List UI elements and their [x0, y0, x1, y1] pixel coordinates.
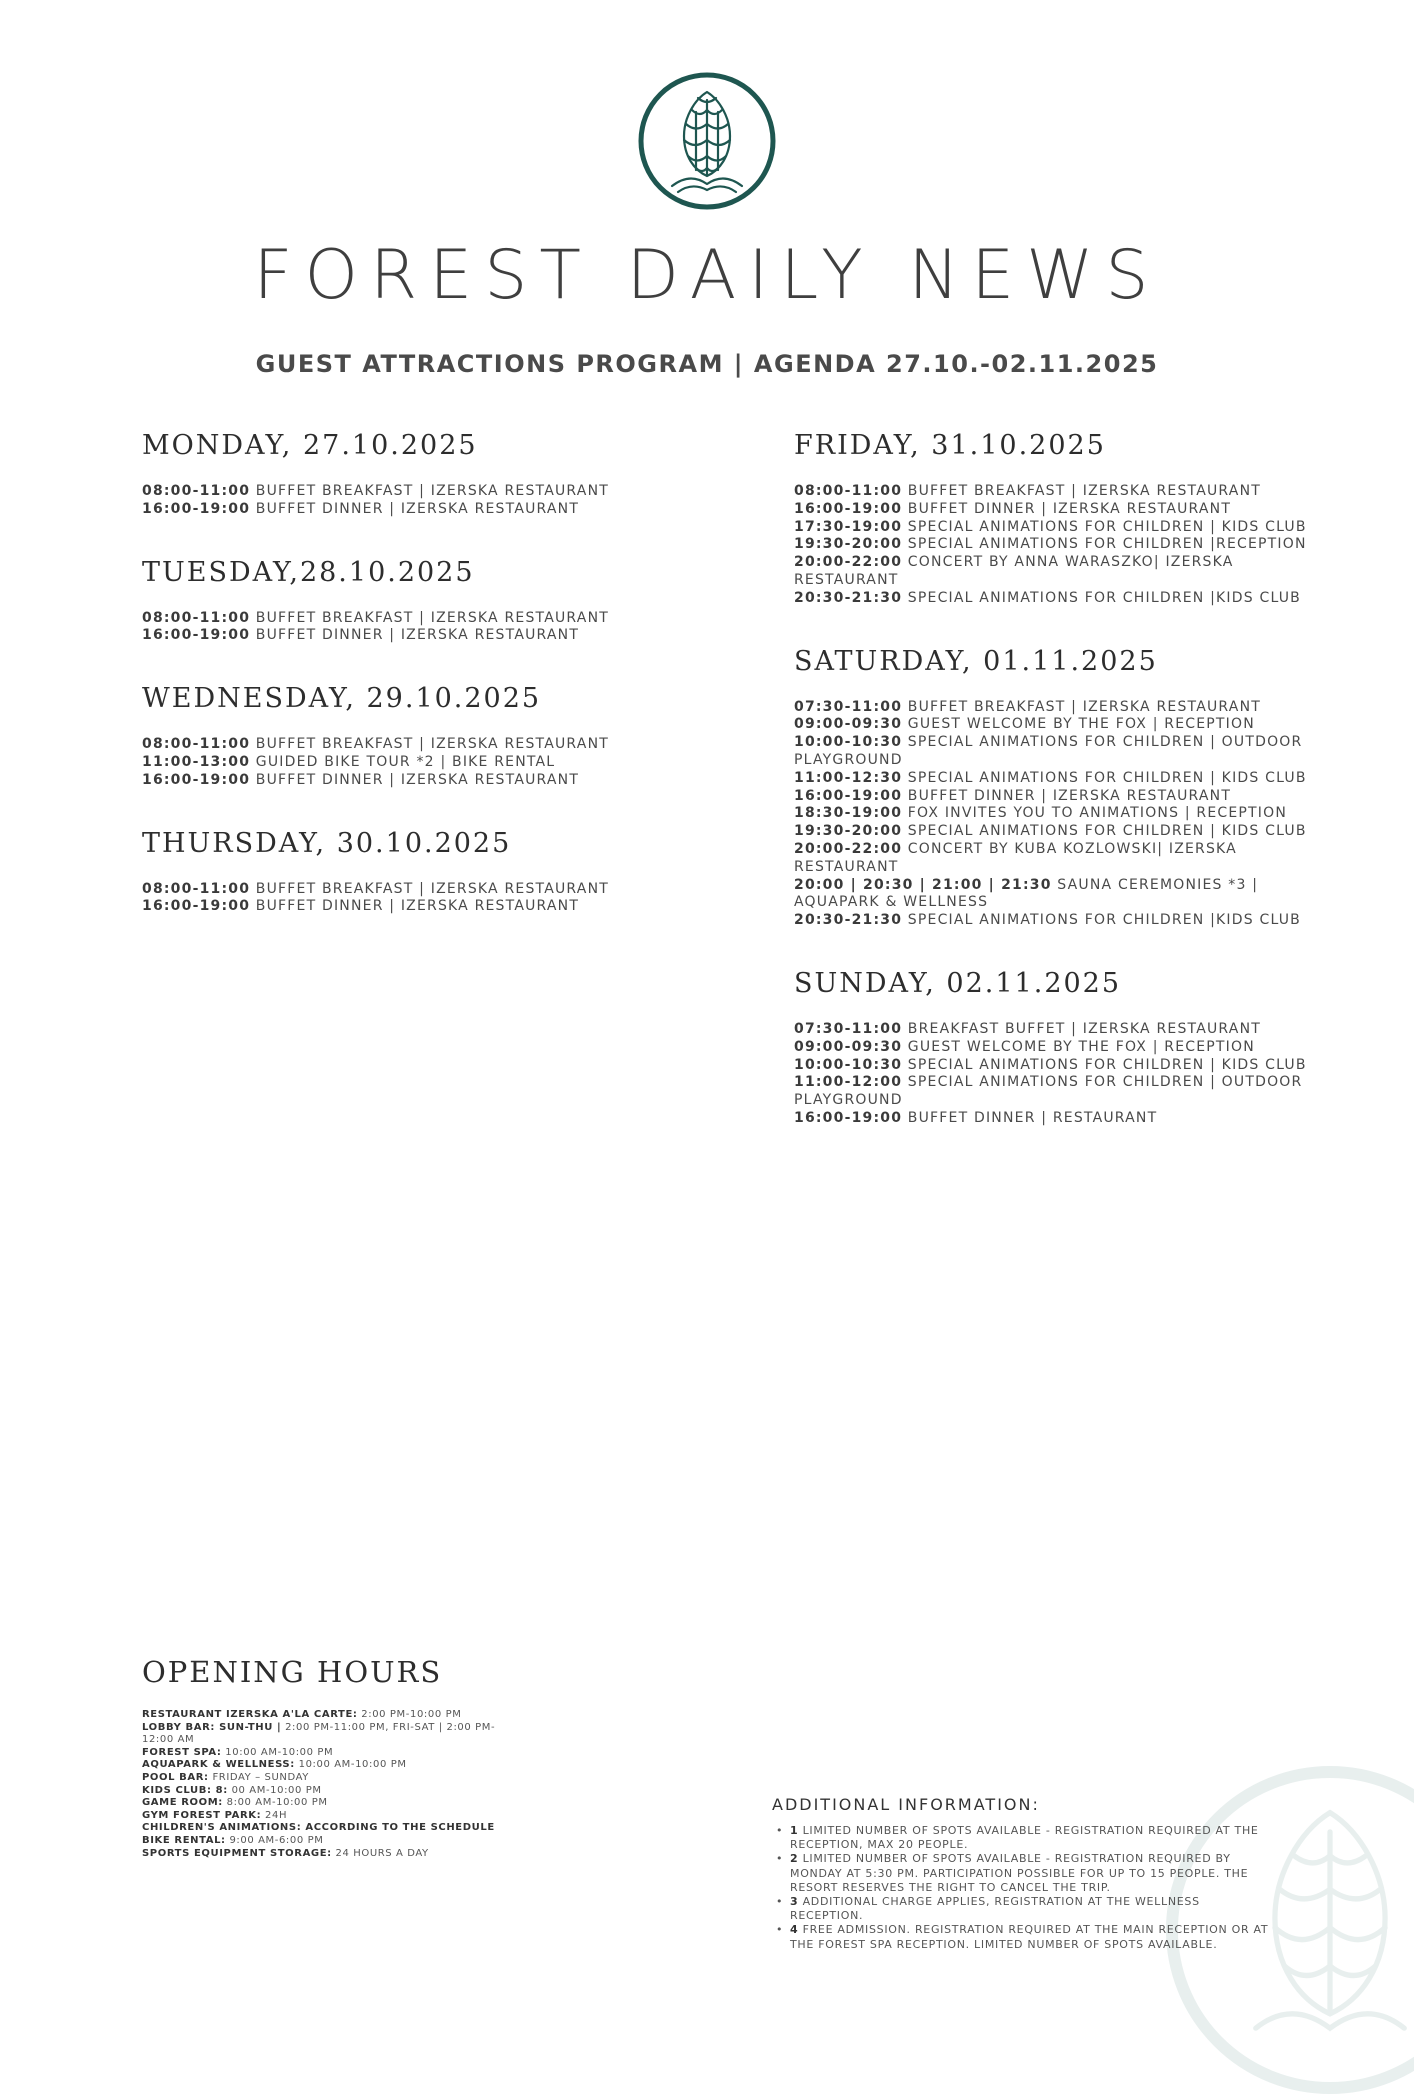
opening-hours-label: FOREST SPA: [142, 1746, 222, 1758]
page-subtitle: GUEST ATTRACTIONS PROGRAM | AGENDA 27.10.-02.11.2025 [255, 350, 1159, 378]
opening-hours-label: CHILDREN'S ANIMATIONS: ACCORDING TO THE SCHEDULE [142, 1822, 495, 1834]
event-time: 08:00-11:00 [142, 736, 251, 753]
event-time: 16:00-19:00 [142, 771, 251, 788]
event-time: 11:00-12:30 [794, 769, 903, 786]
footnote-text: ADDITIONAL CHARGE APPLIES, REGISTRATION AT THE WELLNESS RECEPTION. [790, 1895, 1200, 1923]
opening-hours-value: 10:00 AM-10:00 PM [225, 1746, 334, 1758]
footnote-number: 3 [790, 1895, 799, 1909]
event-time: 16:00-19:00 [794, 787, 903, 804]
event-item [794, 1021, 1314, 1039]
event-description: BUFFET DINNER | IZERSKA RESTAURANT [255, 500, 580, 517]
event-item [794, 912, 1314, 930]
event-description: SPECIAL ANIMATIONS FOR CHILDREN | KIDS CLUB [907, 823, 1307, 840]
event-list [142, 610, 612, 646]
event-item [142, 610, 612, 628]
schedule-column-left [142, 430, 612, 954]
opening-hours-item [142, 1772, 502, 1785]
day-section [794, 430, 1314, 608]
event-item [142, 754, 612, 772]
event-description: SPECIAL ANIMATIONS FOR CHILDREN |RECEPTION [907, 536, 1307, 553]
event-time: 10:00-10:30 [794, 734, 903, 751]
event-list [142, 881, 612, 917]
event-item [794, 770, 1314, 788]
event-description: BUFFET DINNER | IZERSKA RESTAURANT [907, 787, 1232, 804]
event-description: BUFFET BREAKFAST | IZERSKA RESTAURANT [255, 609, 609, 626]
event-list [794, 699, 1314, 930]
opening-hours-value: 2:00 PM-10:00 PM [361, 1709, 462, 1720]
event-time: 16:00-19:00 [142, 627, 251, 644]
day-section [794, 646, 1314, 930]
day-heading: MONDAY, 27.10.2025 [142, 430, 478, 461]
opening-hours-value: 24 HOURS A DAY [335, 1847, 429, 1859]
event-item [794, 841, 1314, 877]
day-section [794, 968, 1314, 1128]
opening-hours-label: SPORTS EQUIPMENT STORAGE: [142, 1847, 332, 1859]
event-description: SPECIAL ANIMATIONS FOR CHILDREN | KIDS CLUB [907, 769, 1307, 786]
pinecone-logo-icon [636, 70, 778, 212]
event-item [794, 519, 1314, 537]
opening-hours-value: 10:00 AM-10:00 PM [298, 1759, 407, 1771]
opening-hours-label: BIKE RENTAL: [142, 1834, 226, 1846]
event-time: 08:00-11:00 [142, 880, 251, 897]
opening-hours-label: POOL BAR: [142, 1771, 209, 1783]
day-heading: WEDNESDAY, 29.10.2025 [142, 683, 542, 715]
day-section [142, 557, 612, 646]
opening-hours-list [142, 1709, 502, 1860]
opening-hours-value: 24H [265, 1809, 288, 1821]
event-item [794, 823, 1314, 841]
opening-hours-label: GAME ROOM: [142, 1797, 223, 1809]
event-item [794, 554, 1314, 590]
event-description: BUFFET DINNER | IZERSKA RESTAURANT [255, 627, 580, 644]
opening-hours-label: KIDS CLUB: 8: [142, 1784, 228, 1796]
event-item [794, 699, 1314, 717]
event-time: 10:00-10:30 [794, 1056, 903, 1073]
event-list [794, 1021, 1314, 1128]
event-list [142, 483, 612, 519]
footnote-number: 2 [790, 1852, 799, 1866]
additional-info-list [772, 1824, 1272, 1952]
footnote-number: 1 [790, 1824, 799, 1837]
event-item [794, 483, 1314, 501]
schedule-column-right [794, 430, 1314, 1166]
event-time: 20:30-21:30 [794, 912, 903, 929]
additional-info-section [772, 1795, 1272, 1952]
event-description: FOX INVITES YOU TO ANIMATIONS | RECEPTION [907, 805, 1288, 822]
event-item [142, 772, 612, 790]
event-time: 20:00 | 20:30 | 21:00 | 21:30 [794, 876, 1052, 893]
event-list [794, 483, 1314, 608]
day-heading: TUESDAY,28.10.2025 [142, 556, 475, 588]
opening-hours-section [142, 1655, 502, 1860]
bullet-icon: • [776, 1852, 784, 1866]
event-item [142, 736, 612, 754]
day-heading: FRIDAY, 31.10.2025 [794, 430, 1106, 461]
event-item [794, 501, 1314, 519]
event-description: BUFFET BREAKFAST | IZERSKA RESTAURANT [255, 736, 609, 753]
event-time: 09:00-09:30 [794, 716, 903, 733]
event-description: SPECIAL ANIMATIONS FOR CHILDREN |KIDS CLUB [907, 589, 1301, 606]
event-item [142, 501, 612, 519]
additional-info-item [772, 1895, 1272, 1923]
opening-hours-item [142, 1835, 502, 1848]
event-item [794, 1039, 1314, 1057]
event-time: 20:00-22:00 [794, 554, 903, 571]
event-item [794, 788, 1314, 806]
event-time: 18:30-19:00 [794, 805, 903, 822]
event-description: BUFFET BREAKFAST | IZERSKA RESTAURANT [255, 880, 609, 897]
event-description: SPECIAL ANIMATIONS FOR CHILDREN | OUTDOOR PLAYGROUND [794, 1074, 1303, 1109]
additional-info-item [772, 1824, 1272, 1852]
event-time: 19:30-20:00 [794, 823, 903, 840]
event-time: 20:00-22:00 [794, 840, 903, 857]
day-section [142, 430, 612, 519]
event-time: 11:00-12:00 [794, 1074, 903, 1091]
day-heading: THURSDAY, 30.10.2025 [142, 827, 512, 859]
opening-hours-item [142, 1709, 502, 1722]
event-item [794, 1110, 1314, 1128]
opening-hours-item [142, 1747, 502, 1760]
event-time: 09:00-09:30 [794, 1038, 903, 1055]
event-item [794, 805, 1314, 823]
opening-hours-label: LOBBY BAR: SUN-THU | [142, 1721, 282, 1733]
opening-hours-item [142, 1822, 502, 1835]
bullet-icon: • [776, 1895, 784, 1909]
event-item [794, 1057, 1314, 1075]
event-time: 19:30-20:00 [794, 536, 903, 553]
opening-hours-label: RESTAURANT IZERSKA A'LA CARTE: [142, 1709, 358, 1720]
additional-info-item [772, 1852, 1272, 1895]
opening-hours-heading: OPENING HOURS [142, 1655, 443, 1689]
event-time: 07:30-11:00 [794, 1020, 903, 1037]
event-description: SPECIAL ANIMATIONS FOR CHILDREN |KIDS CLUB [907, 912, 1301, 929]
opening-hours-item [142, 1797, 502, 1810]
event-item [794, 734, 1314, 770]
event-description: SPECIAL ANIMATIONS FOR CHILDREN | KIDS CLUB [907, 1056, 1307, 1073]
opening-hours-value: FRIDAY – SUNDAY [212, 1771, 309, 1783]
opening-hours-value: 2:00 PM-11:00 PM, FRI-SAT | 2:00 PM-12:00 AM [142, 1721, 496, 1746]
bullet-icon: • [776, 1923, 784, 1937]
event-item [142, 881, 612, 899]
additional-info-item [772, 1923, 1272, 1951]
event-list [142, 736, 612, 789]
event-item [794, 1074, 1314, 1110]
event-item [142, 627, 612, 645]
opening-hours-item [142, 1848, 502, 1861]
event-item [794, 716, 1314, 734]
event-description: BUFFET BREAKFAST | IZERSKA RESTAURANT [907, 483, 1261, 499]
event-time: 16:00-19:00 [794, 500, 903, 517]
day-section [142, 683, 612, 789]
event-time: 16:00-19:00 [142, 898, 251, 915]
footnote-text: LIMITED NUMBER OF SPOTS AVAILABLE - REGISTRATION REQUIRED BY MONDAY AT 5:30 PM. PARTICIPATION POSSIBLE FOR UP TO 15 PEOPLE. THE RESORT RESERVES THE RIGHT TO CANCEL THE TRIP. [790, 1852, 1249, 1894]
event-item [794, 590, 1314, 608]
footnote-text: LIMITED NUMBER OF SPOTS AVAILABLE - REGISTRATION REQUIRED AT THE RECEPTION, MAX 20 PEOPLE. [790, 1824, 1259, 1852]
footnote-text: FREE ADMISSION. REGISTRATION REQUIRED AT THE MAIN RECEPTION OR AT THE FOREST SPA RECEPTION. LIMITED NUMBER OF SPOTS AVAILABLE. [790, 1923, 1269, 1951]
event-description: CONCERT BY ANNA WARASZKO| IZERSKA RESTAURANT [794, 554, 1234, 588]
opening-hours-value: 8:00 AM-10:00 PM [226, 1797, 328, 1809]
day-section [142, 828, 612, 917]
footnote-number: 4 [790, 1923, 799, 1937]
additional-info-heading: ADDITIONAL INFORMATION: [772, 1795, 1040, 1814]
event-item [794, 877, 1314, 913]
event-description: SPECIAL ANIMATIONS FOR CHILDREN | KIDS CLUB [907, 518, 1307, 535]
event-time: 08:00-11:00 [142, 609, 251, 626]
opening-hours-label: GYM FOREST PARK: [142, 1809, 262, 1821]
event-description: BREAKFAST BUFFET | IZERSKA RESTAURANT [907, 1020, 1261, 1037]
opening-hours-item [142, 1722, 502, 1747]
event-time: 08:00-11:00 [142, 483, 251, 499]
event-description: BUFFET DINNER | IZERSKA RESTAURANT [907, 500, 1232, 517]
event-time: 16:00-19:00 [142, 500, 251, 517]
event-description: SPECIAL ANIMATIONS FOR CHILDREN | OUTDOOR PLAYGROUND [794, 734, 1303, 768]
event-description: CONCERT BY KUBA KOZLOWSKI| IZERSKA RESTAURANT [794, 840, 1237, 875]
event-time: 11:00-13:00 [142, 753, 251, 770]
event-time: 20:30-21:30 [794, 589, 903, 606]
day-heading: SUNDAY, 02.11.2025 [794, 967, 1122, 999]
opening-hours-label: AQUAPARK & WELLNESS: [142, 1759, 295, 1771]
opening-hours-value: 9:00 AM-6:00 PM [229, 1834, 324, 1846]
day-heading: SATURDAY, 01.11.2025 [794, 645, 1158, 677]
event-item [142, 483, 612, 501]
event-time: 16:00-19:00 [794, 1109, 903, 1126]
event-description: SAUNA CEREMONIES *3 | AQUAPARK & WELLNESS [794, 876, 1259, 911]
event-item [794, 536, 1314, 554]
event-description: BUFFET BREAKFAST | IZERSKA RESTAURANT [907, 698, 1261, 715]
event-description: GUIDED BIKE TOUR *2 | BIKE RENTAL [255, 753, 556, 770]
event-description: GUEST WELCOME BY THE FOX | RECEPTION [907, 1038, 1255, 1055]
opening-hours-item [142, 1810, 502, 1823]
opening-hours-value: 00 AM-10:00 PM [231, 1784, 322, 1796]
event-description: BUFFET DINNER | IZERSKA RESTAURANT [255, 771, 580, 788]
event-time: 17:30-19:00 [794, 518, 903, 535]
page-title: FOREST DAILY NEWS [253, 236, 1161, 315]
event-description: BUFFET DINNER | RESTAURANT [907, 1109, 1158, 1126]
event-description: BUFFET DINNER | IZERSKA RESTAURANT [255, 898, 580, 915]
event-description: BUFFET BREAKFAST | IZERSKA RESTAURANT [255, 483, 609, 499]
event-time: 07:30-11:00 [794, 698, 903, 715]
event-description: GUEST WELCOME BY THE FOX | RECEPTION [907, 716, 1255, 733]
opening-hours-item [142, 1785, 502, 1798]
event-item [142, 898, 612, 916]
event-time: 08:00-11:00 [794, 483, 903, 499]
bullet-icon: • [776, 1824, 784, 1837]
opening-hours-item [142, 1759, 502, 1772]
